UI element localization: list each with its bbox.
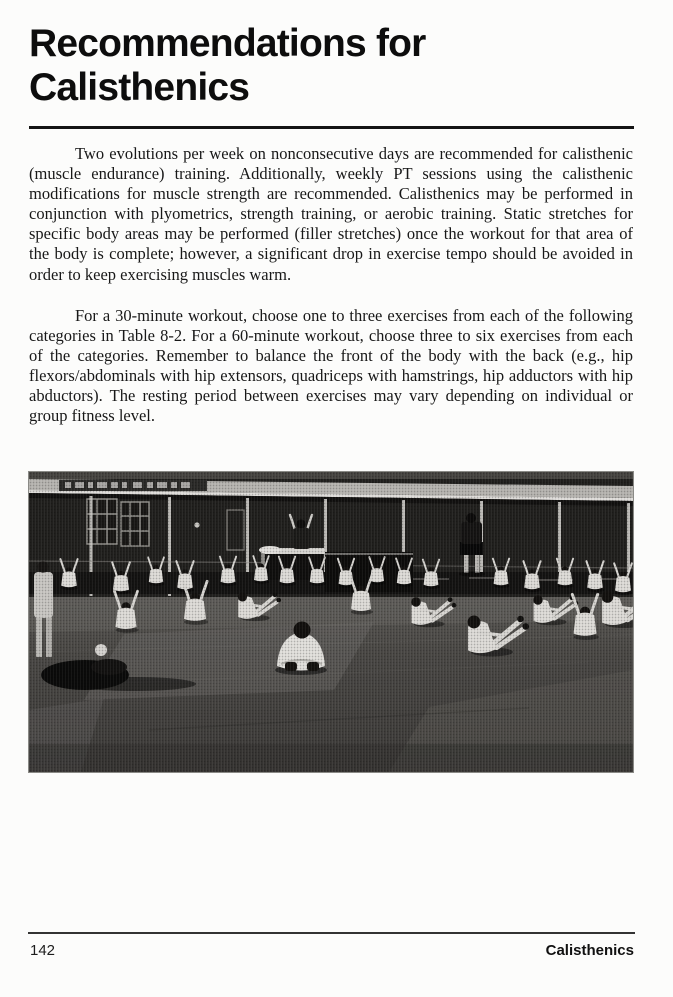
paragraph-2-text: For a 30-minute workout, choose one to three exercises from each of the following categories in Table 8-2. For a 60-minute workout, choose three to six exercises from each of the categories. Remember to balance the front of the body with the back (e.g., hip flexors/abdominals with hip extensors, quadriceps with hamstrings, hip adductors with hip abductors). The resting period between exercises may vary depending on individual or group fitness level. (29, 306, 633, 426)
paragraph-1-text: Two evolutions per week on nonconsecutive days are recommended for calisthenic (muscle endurance) training. Additionally, weekly PT sessions using the calisthenic modifications for muscle strength are recommended. Calisthenics may be performed in conjunction with plyometrics, strength training, or aerobic training. Static stretches for specific body areas may be performed (filler stretches) once the workout for that area of the body is complete; however, a significant drop in exercise tempo should be avoided in order to keep exercising muscles warm. (29, 144, 633, 284)
footer-chapter-label: Calisthenics (545, 942, 634, 959)
calisthenics-photo (29, 472, 633, 772)
title-divider-rule (29, 126, 634, 129)
page-title-line2: Calisthenics (29, 66, 250, 109)
calisthenics-photo-art (29, 472, 633, 772)
paragraph-1 (29, 144, 633, 285)
footer-rule (28, 932, 635, 934)
printlines-overlay (29, 472, 633, 772)
page-title-line1: Recommendations for (29, 22, 426, 65)
page-title (29, 22, 649, 110)
footer-page-number: 142 (30, 942, 56, 959)
paragraph-2 (29, 306, 633, 427)
